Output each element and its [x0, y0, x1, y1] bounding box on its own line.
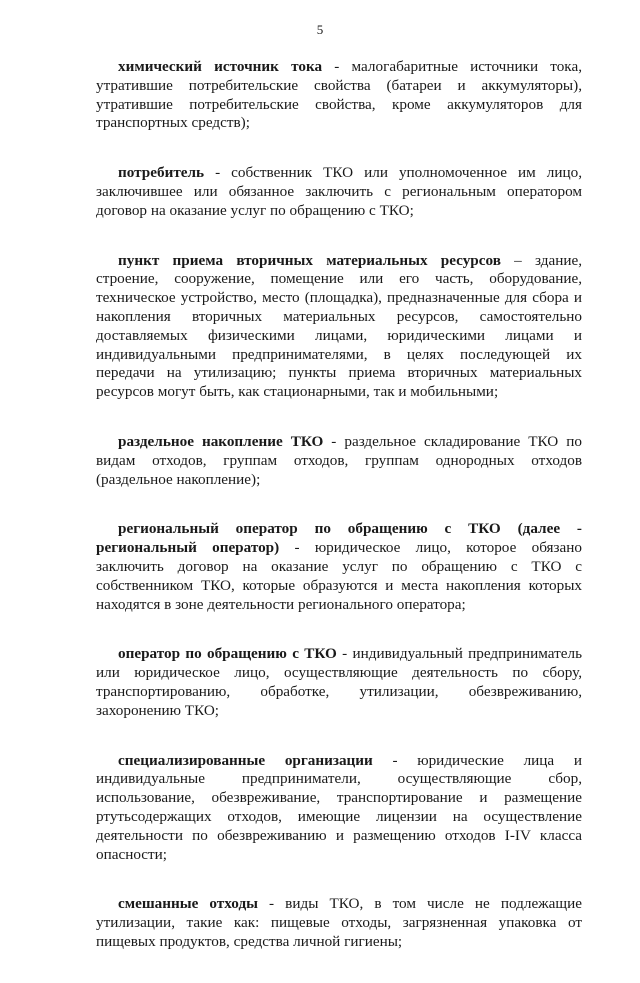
definition-term: пункт приема вторичных материальных ресурсов — [118, 251, 501, 269]
definition-term: смешанные отходы — [118, 895, 258, 913]
definition-recyclables-collection-point — [96, 252, 582, 402]
definition-term: раздельное накопление ТКО — [118, 432, 324, 450]
definition-text: - собственник ТКО или уполномоченное им лицо, заключившее или обязанное заключить с региональным оператором договор на оказание услуг по обращению с ТКО; — [96, 164, 582, 219]
definition-chemical-current-source — [96, 58, 582, 133]
definition-text: - юридические лица и индивидуальные предприниматели, осуществляющие сбор, использование, обезвреживание, транспортирование и размещение ртутьсодержащих отходов, имеющие лицензии на осуществление деятельности по обезвреживанию и размещению отходов I-IV класса опасности; — [96, 751, 582, 863]
definition-term: региональный оператор по обращению с ТКО (далее - региональный оператор) — [96, 520, 582, 557]
definition-text: - индивидуальный предприниматель или юридическое лицо, осуществляющие деятельность по сбору, транспортированию, обработке, утилизации, обезвреживанию, захоронению ТКО; — [96, 645, 583, 719]
definition-specialized-organizations — [96, 752, 582, 865]
definition-text: - юридическое лицо, которое обязано заключить договор на оказание услуг по обращению с ТКО с собственником ТКО, которые образуются и места накопления которых находятся в зоне деятельности регионального оператора; — [96, 539, 582, 613]
definition-consumer — [96, 164, 582, 220]
definition-regional-operator — [96, 520, 582, 614]
definition-text: - раздельное складирование ТКО по видам отходов, группам отходов, группам однородных отходов (раздельное накопление); — [96, 432, 582, 488]
definition-term: химический источник тока — [118, 58, 323, 75]
definition-separate-accumulation — [96, 433, 582, 489]
definition-term: потребитель — [118, 164, 205, 182]
definitions-list — [96, 58, 582, 983]
definition-term: оператор по обращению с ТКО — [118, 645, 337, 663]
definition-term: специализированные организации — [118, 751, 373, 769]
definition-text: - малогабаритные источники тока, утратившие потребительские свойства (батареи и аккумуляторы), утратившие потребительские свойства, кроме аккумуляторов для транспортных средств); — [96, 58, 582, 132]
definition-waste-operator — [96, 645, 582, 720]
page-number: 5 — [316, 22, 324, 37]
definition-text: – здание, строение, сооружение, помещение или его часть, оборудование, техническое устройство, место (площадка), предназначенные для сбора и накопления вторичных материальных ресурсов, самостоятельно доставляемых физическими лицами, юридическими лицами и индивидуальными предпринимателями, в целях последующей их передачи на утилизацию; пункты приема вторичных материальных ресурсов могут быть, как стационарными, так и мобильными; — [96, 251, 582, 401]
definition-text: - виды ТКО, в том числе не подлежащие утилизации, такие как: пищевые отходы, загрязненная упаковка от пищевых продуктов, средства личной гигиены; — [96, 895, 582, 950]
definition-mixed-waste — [96, 895, 582, 951]
